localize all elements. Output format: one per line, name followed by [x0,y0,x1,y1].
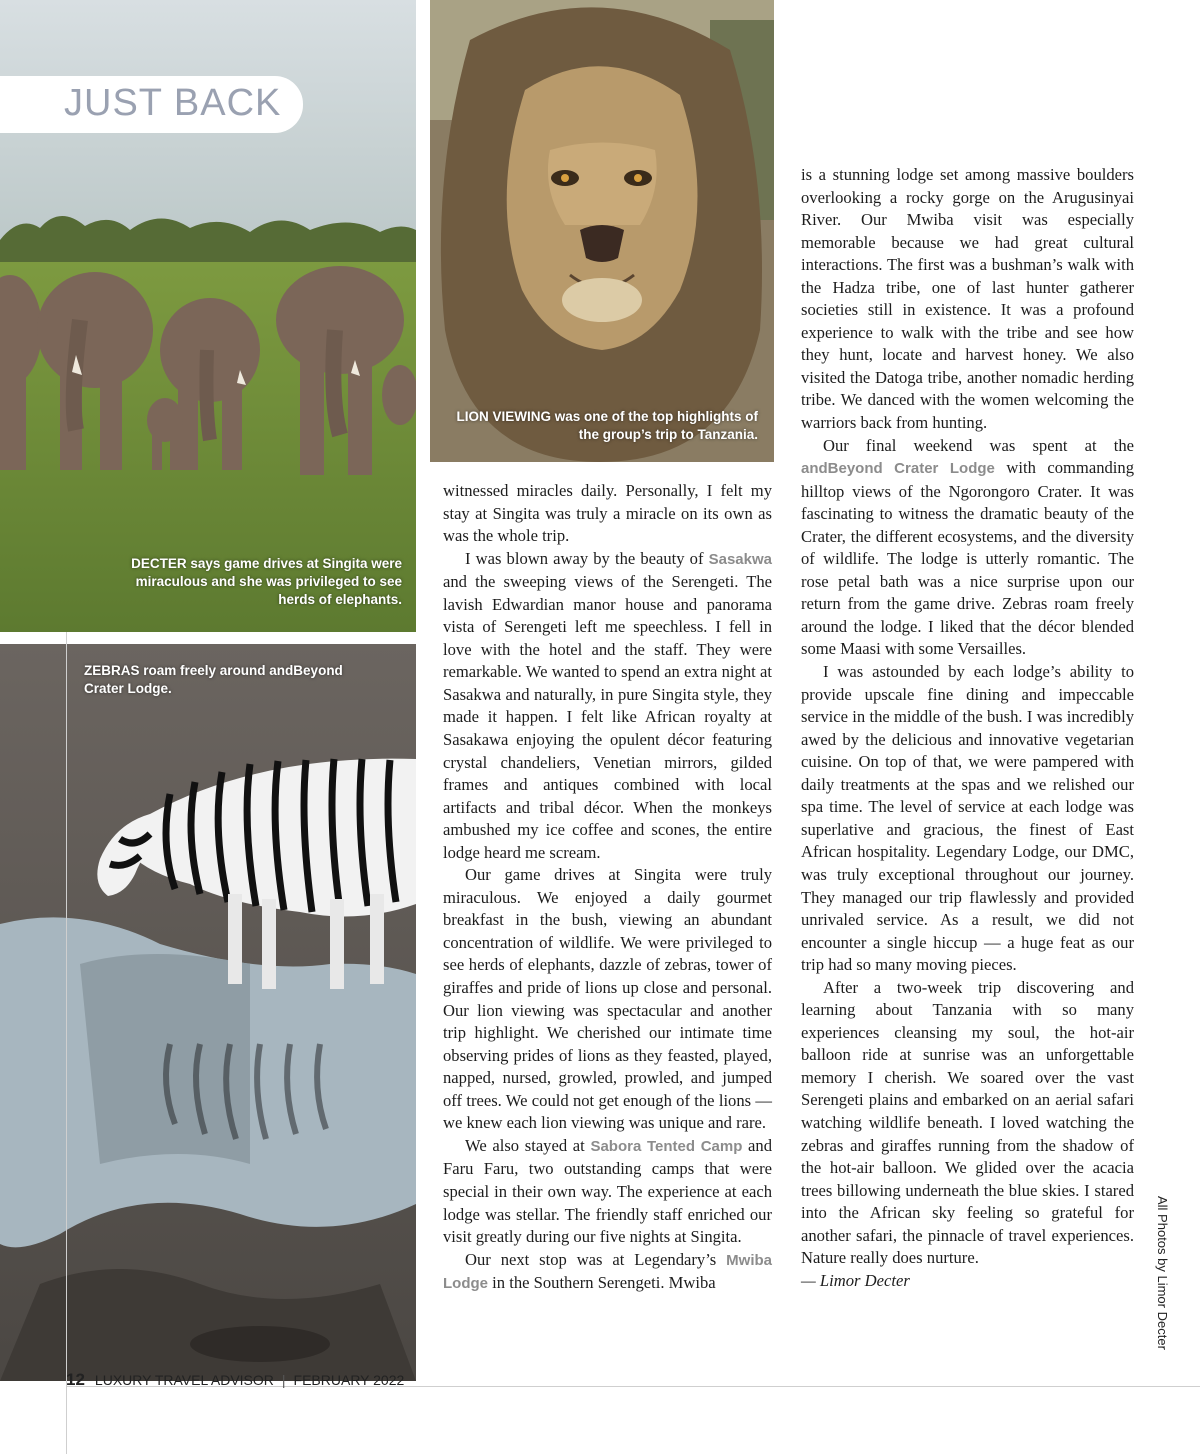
paragraph [801,661,1134,977]
caption-text: roam freely around andBeyond Crater Lodge. [84,663,343,696]
paragraph-text: is a stunning lodge set among massive boulders overlooking a rocky gorge on the Arugusinyai River. Our Mwiba visit was especially memorable because we had great cultural interactions. The first was a bushman’s walk with the Hadza tribe, one of last hunter gatherer societies still in existence. It was a profound experience to walk with the tribe and see how they hunt, locate and harvest honey. We also visited the Datoga tribe, another nomadic herding tribe. We danced with the women welcoming the warriors back from hunting. [801,165,1134,433]
caption-lead: LION VIEWING [456,409,552,424]
author-signature: — Limor Decter [801,1270,910,1290]
elephants-caption [100,555,402,609]
article-column-1 [443,480,772,1296]
paragraph-text: I was blown away by the beauty of [465,548,709,568]
article-column-2 [801,164,1134,1292]
paragraph-text: Our final weekend was spent at the [823,435,1134,455]
lodge-name: Mwiba Lodge [443,1251,772,1293]
lodge-name: andBeyond Crater Lodge [801,460,995,478]
paragraph [801,164,1134,435]
paragraph-text: and the sweeping views of the Serengeti. The lavish Edwardian manor house and panorama vista of Serengeti left me speechless. I fell in love with the hotel and the staff. They were remarkable. We wanted to spend an extra night at Sasakwa and naturally, in pure Singita style, they made it happen. I felt like African royalty at Sasakawa enjoying the opulent décor featuring crystal chandeliers, Venetian mirrors, gilded frames and antiques combined with local artifacts and tribal décor. When the monkeys ambushed my ice coffee and scones, the entire lodge heard me scream. [443,572,772,862]
paragraph [443,864,772,1135]
section-tag-label: JUST BACK [64,82,282,124]
caption-text: was one of the top highlights of the group’s trip to Tanzania. [551,409,758,442]
section-tag [0,76,303,133]
paragraph [801,435,1134,661]
paragraph [443,1249,772,1296]
lion-caption [452,408,758,444]
vertical-rule [66,632,67,1454]
paragraph [801,977,1134,1270]
paragraph-text: We also stayed at [465,1135,591,1155]
paragraph [443,480,772,548]
paragraph [443,548,772,865]
zebra-caption [84,662,384,698]
footer-separator: | [281,1372,286,1388]
paragraph-text: Our game drives at Singita were truly miraculous. We enjoyed a daily gourmet breakfast in the bush, viewing an abundant concentration of wildlife. We were privileged to see herds of elephants, dazzle of zebras, tower of giraffes and pride of lions up close and personal. Our lion viewing was spectacular and another trip highlight. We cherished our intimate time observing prides of lions as they feasted, played, napped, nursed, growled, prowled, and jumped off trees. We could not get enough of the lions — we knew each lion viewing was unique and rare. [443,865,772,1133]
lion-illustration [430,0,774,462]
lodge-name: Sabora Tented Camp [590,1137,743,1155]
photo-credit: All Photos by Limor Decter [1155,1196,1170,1350]
issue-date: FEBRUARY 2022 [293,1372,405,1388]
paragraph-text: witnessed miracles daily. Personally, I felt my stay at Singita was truly a miracle on its own as was the whole trip. [443,481,772,546]
lion-photo [430,0,774,462]
paragraph-text: with commanding hilltop views of the Ngorongoro Crater. It was fascinating to witness the dramatic beauty of the Crater, the different ecosystems, and the diversity of wildlife. The lodge is utterly romantic. The rose petal bath was a nice surprise upon our return from the game drive. Zebras roam freely around the lodge. I liked that the décor blended some Maasi with some Versailles. [801,458,1134,659]
paragraph-text: Our next stop was at Legendary’s [465,1249,727,1269]
paragraph-text: in the Southern Serengeti. Mwiba [488,1273,716,1293]
caption-text: says game drives at Singita were miraculous and she was privileged to see herds of elephants. [135,556,402,607]
paragraph-text: and Faru Faru, two outstanding camps that were special in their own way. The experience at each lodge was stellar. The friendly staff enriched our visit greatly during our five nights at Singita. [443,1135,773,1247]
caption-lead: DECTER [131,556,187,571]
zebra-photo [0,644,416,1381]
publication-name: LUXURY TRAVEL ADVISOR [94,1372,274,1388]
paragraph [443,1135,772,1249]
zebra-illustration [0,644,416,1381]
paragraph-text: I was astounded by each lodge’s ability to provide upscale fine dining and impeccable service in the middle of the bush. I was incredibly awed by the delicious and innovative vegetarian cuisine. On top of that, we were pampered with daily treatments at the spas and we relished our spa time. The level of service at each lodge was superlative and gracious, the finest of East African hospitality. Legendary Lodge, our DMC, was truly exceptional throughout our journey. They managed our trip flawlessly and provided unrivaled service. As a result, we did not encounter a single hiccup — a huge feat as our trip had so many moving pieces. [801,662,1134,975]
lodge-name: Sasakwa [708,550,772,568]
page-number: 12 [66,1370,85,1389]
paragraph-text: After a two-week trip discovering and learning about Tanzania with so many experiences cleansing my soul, the hot-air balloon ride at sunrise was an unforgettable memory I cherish. We soared over the vast Serengeti plains and embarked on an aerial safari watching wildlife beneath. I loved watching the zebras and giraffes running from the shadow of the hot-air balloon. We glided over the acacia trees billowing underneath the blue skies. I stared into the African sky feeling so grateful for another safari, the pinnacle of travel experiences. Nature really does nurture. [801,977,1134,1268]
caption-lead: ZEBRAS [84,663,140,678]
page-footer [66,1370,404,1392]
